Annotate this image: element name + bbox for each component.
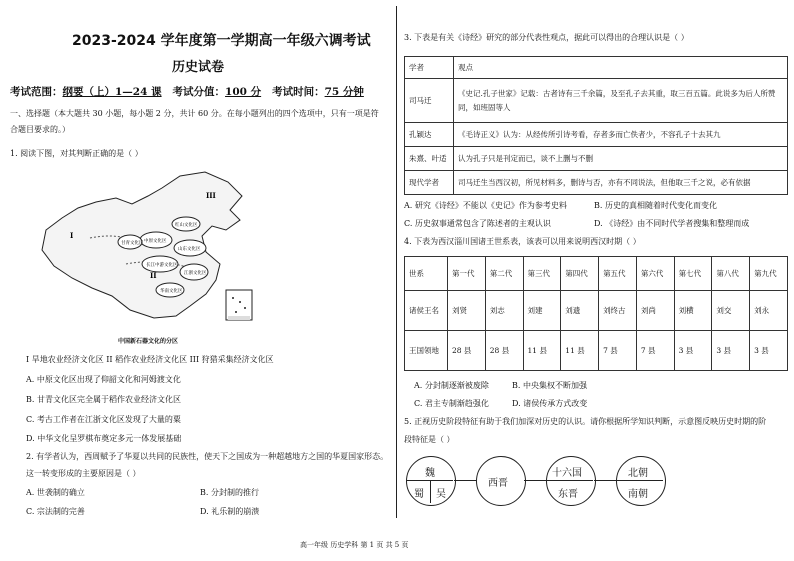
- scope-label: 考试范围：: [10, 86, 63, 98]
- column-divider: [396, 6, 397, 518]
- q1-option-d: D. 中华文化呈罗棋布奠定多元一体发展基础: [26, 434, 182, 443]
- table-row: [405, 331, 788, 371]
- table-cell: 刘终古: [599, 291, 637, 331]
- q3-option-c: C. 历史叙事通常包含了陈述者的主观认识: [404, 219, 551, 228]
- section1-instruction-line1: 一、选择题（本大题共 30 小题，每小题 2 分，共计 60 分。在每小题列出的四个选项中，只有一项是符: [10, 109, 379, 118]
- table-cell: 孔颖达: [405, 123, 454, 147]
- q2-option-d: D. 礼乐制的崩溃: [200, 507, 260, 516]
- q4-option-c: C. 君主专制渐趋强化: [414, 399, 489, 408]
- table-cell: 7 县: [636, 331, 674, 371]
- table-cell: 观点: [454, 57, 788, 79]
- table-cell: 刘横: [674, 291, 712, 331]
- table-cell: 学者: [405, 57, 454, 79]
- table-cell: 司马迁: [405, 79, 454, 123]
- exam-info: [10, 84, 364, 99]
- table-row: [405, 291, 788, 331]
- diagram-16kingdoms: 十六国: [552, 468, 582, 479]
- score-value: 100 分: [225, 86, 262, 98]
- diagram-beichao: 北朝: [628, 468, 648, 479]
- time-label: 考试时间：: [272, 86, 325, 98]
- diagram-nanchao: 南朝: [628, 489, 648, 500]
- right-column: [398, 0, 794, 520]
- scope-value: 纲要（上）1—24 课: [62, 86, 162, 98]
- table-cell: 11 县: [523, 331, 561, 371]
- table-cell: 28 县: [485, 331, 523, 371]
- page-footer: 高一年级 历史学科 第 1 页 共 5 页: [300, 541, 409, 549]
- svg-text:III: III: [206, 191, 216, 200]
- left-column: [0, 0, 396, 520]
- q1-option-c: C. 考古工作者在江浙文化区发现了大量的粟: [26, 415, 181, 424]
- table-cell: 第八代: [712, 257, 750, 291]
- q2-option-c: C. 宗法制的完善: [26, 507, 85, 516]
- table-cell: 11 县: [561, 331, 599, 371]
- diagram-shu: 蜀: [414, 489, 424, 500]
- q2-option-b: B. 分封制的推行: [200, 488, 259, 497]
- svg-text:II: II: [150, 271, 157, 280]
- exam-title: 2023-2024 学年度第一学期高一年级六调考试: [72, 33, 371, 49]
- table-cell: 刘遗: [561, 291, 599, 331]
- section1-instruction-line2: 合题目要求的。）: [10, 125, 70, 134]
- q4-table: [404, 256, 788, 371]
- table-cell: 第六代: [636, 257, 674, 291]
- q3-stem: 3. 下表是有关《诗经》研究的部分代表性观点，据此可以得出的合理认识是（ ）: [404, 33, 689, 42]
- q4-option-d: D. 诸侯传承方式改变: [512, 399, 588, 408]
- table-row: [405, 79, 788, 123]
- map-label-jiangzhe: 江浙文化区: [184, 271, 207, 276]
- table-cell: 第二代: [485, 257, 523, 291]
- diagram-divider: [430, 481, 431, 503]
- arrow-right-icon: [594, 480, 616, 481]
- map-label-huanan: 华南文化区: [160, 289, 183, 294]
- q2-option-a: A. 世袭制的确立: [26, 488, 85, 497]
- arrow-right-icon: [524, 480, 546, 481]
- table-cell: 3 县: [712, 331, 750, 371]
- q3-option-a: A. 研究《诗经》不能以《史记》作为参考史料: [404, 201, 567, 210]
- score-label: 考试分值：: [172, 86, 226, 98]
- time-value: 75 分钟: [324, 86, 364, 98]
- diagram-wei: 魏: [425, 468, 435, 479]
- table-cell: 刘永: [750, 291, 788, 331]
- table-cell: 第五代: [599, 257, 637, 291]
- table-cell: 3 县: [674, 331, 712, 371]
- diagram-divider: [617, 480, 663, 481]
- q3-option-b: B. 历史的真相随着时代变化而变化: [594, 201, 717, 210]
- table-cell: 第三代: [523, 257, 561, 291]
- table-cell: 刘交: [712, 291, 750, 331]
- arrow-right-icon: [454, 480, 476, 481]
- q4-option-a: A. 分封制逐渐被废除: [414, 381, 489, 390]
- q1-stem: 1. 阅读下图，对其判断正确的是（ ）: [10, 149, 143, 158]
- table-cell: 诸侯王名: [405, 291, 448, 331]
- map-label-ganqing: 甘青文化区: [121, 241, 144, 246]
- q2-stem-line2: 这一转变形成的主要原因是（ ）: [26, 469, 141, 478]
- table-cell: 司马迁生当西汉初，所见材料多，删诗与否，亦有不同说法，但他取三千之说，必有依据: [454, 171, 788, 195]
- table-row: [405, 171, 788, 195]
- diagram-dongjin: 东晋: [558, 489, 578, 500]
- diagram-xijin: 西晋: [488, 478, 508, 489]
- neolithic-culture-map: [30, 168, 280, 346]
- q2-stem-line1: 2. 有学者认为，西周赋予了华夏以共同的民族性，使天下之国成为一种超越地方之国的华夏国家形态。: [26, 452, 389, 461]
- q4-option-b: B. 中央集权不断加强: [512, 381, 587, 390]
- diagram-divider: [547, 480, 593, 481]
- map-label-zhongyuan: 中原文化区: [144, 239, 167, 244]
- q1-option-a: A. 中原文化区出现了仰韶文化和河姆渡文化: [26, 375, 181, 384]
- q4-stem: 4. 下表为西汉淄川国诸王世系表，该表可以用来说明西汉时期（ ）: [404, 237, 641, 246]
- q1-legend: I 旱地农业经济文化区 II 稻作农业经济文化区 III 狩猎采集经济文化区: [26, 355, 274, 364]
- exam-subject: 历史试卷: [172, 60, 225, 75]
- table-cell: 朱熹、叶适: [405, 147, 454, 171]
- table-row: [405, 257, 788, 291]
- table-cell: 认为孔子只是刊定而已，谈不上删与不删: [454, 147, 788, 171]
- table-cell: 28 县: [448, 331, 486, 371]
- q5-stem-line1: 5. 正视历史阶段特征有助于我们加深对历史的认识。请你根据所学知识判断，示意图反映历史时期的阶: [404, 417, 767, 426]
- table-cell: 王国领地: [405, 331, 448, 371]
- table-cell: 刘贤: [448, 291, 486, 331]
- q5-stem-line2: 段特征是（ ）: [404, 435, 455, 444]
- svg-text:I: I: [70, 231, 74, 240]
- diagram-wu: 吴: [436, 489, 446, 500]
- table-cell: 第一代: [448, 257, 486, 291]
- table-cell: 第九代: [750, 257, 788, 291]
- table-cell: 第四代: [561, 257, 599, 291]
- table-cell: 现代学者: [405, 171, 454, 195]
- table-cell: 《毛诗正义》认为：从经传所引诗考看，存者多而亡佚者少，不容孔子十去其九: [454, 123, 788, 147]
- table-row: [405, 57, 788, 79]
- q3-option-d: D. 《诗经》由不同时代学者搜集和整理而成: [594, 219, 750, 228]
- map-label-hongshan: 红山文化区: [175, 223, 198, 228]
- q1-option-b: B. 甘青文化区完全属于稻作农业经济文化区: [26, 395, 181, 404]
- map-caption: 中国新石器文化的分区: [118, 338, 179, 345]
- table-cell: 刘尚: [636, 291, 674, 331]
- table-cell: 第七代: [674, 257, 712, 291]
- table-row: [405, 123, 788, 147]
- map-label-shandong: 山东文化区: [178, 247, 201, 252]
- table-cell: 世系: [405, 257, 448, 291]
- table-cell: 刘建: [523, 291, 561, 331]
- map-label-changjiang: 长江中游文化区: [146, 263, 178, 268]
- table-cell: 《史记.孔子世家》记载：古者诗有三千余篇，及至孔子去其重，取三百五篇。此说多为后人所赞同，如班固等人: [454, 79, 788, 123]
- table-cell: 刘志: [485, 291, 523, 331]
- table-cell: 7 县: [599, 331, 637, 371]
- q3-table: [404, 56, 788, 195]
- table-cell: 3 县: [750, 331, 788, 371]
- table-row: [405, 147, 788, 171]
